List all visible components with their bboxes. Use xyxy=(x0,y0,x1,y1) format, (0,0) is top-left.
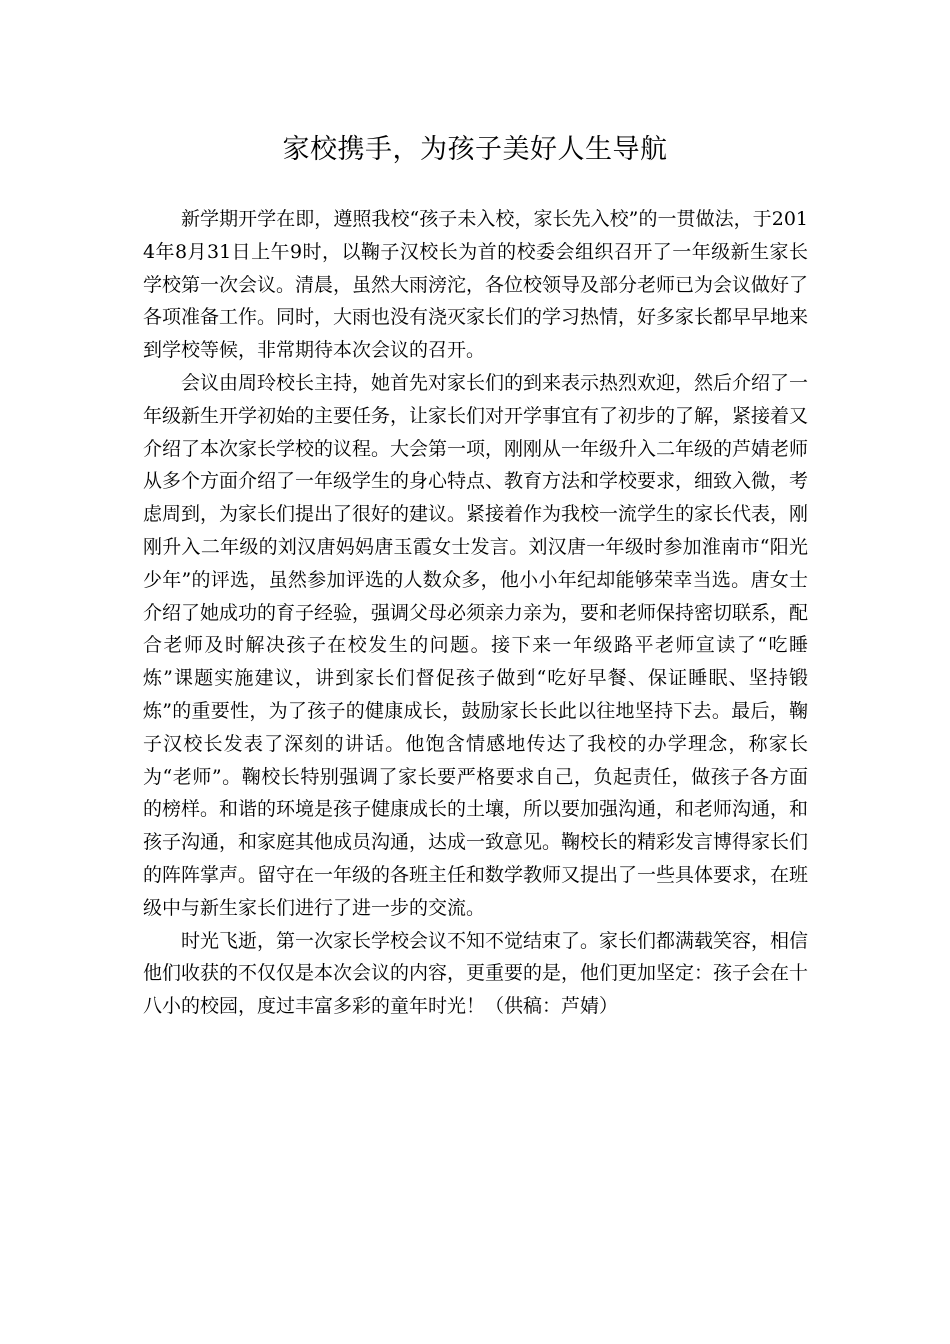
paragraph-1: 新学期开学在即，遵照我校“孩子未入校，家长先入校”的一贯做法，于2014年8月31日上午9时，以鞠子汉校长为首的校委会组织召开了一年级新生家长学校第一次会议。清晨，虽然大雨滂沱，各位校领导及部分老师已为会议做好了各项准备工作。同时，大雨也没有浇灭家长们的学习热情，好多家长都早早地来到学校等候，非常期待本次会议的召开。 xyxy=(143,208,809,362)
document-body xyxy=(143,203,808,1023)
document-title: 家校携手，为孩子美好人生导航 xyxy=(282,134,668,165)
paragraph-3: 时光飞逝，第一次家长学校会议不知不觉结束了。家长们都满载笑容，相信他们收获的不仅仅是本次会议的内容，更重要的是，他们更加坚定：孩子会在十八小的校园，度过丰富多彩的童年时光！（供稿：芦婧） xyxy=(143,929,809,1018)
paragraph-2: 会议由周玲校长主持，她首先对家长们的到来表示热烈欢迎，然后介绍了一年级新生开学初始的主要任务，让家长们对开学事宜有了初步的了解，紧接着又介绍了本次家长学校的议程。大会第一项，刚刚从一年级升入二年级的芦婧老师从多个方面介绍了一年级学生的身心特点、教育方法和学校要求，细致入微，考虑周到，为家长们提出了很好的建议。紧接着作为我校一流学生的家长代表，刚刚升入二年级的刘汉唐妈妈唐玉霞女士发言。刘汉唐一年级时参加淮南市“阳光少年”的评选，虽然参加评选的人数众多，他小小年纪却能够荣幸当选。唐女士介绍了她成功的育子经验，强调父母必须亲力亲为，要和老师保持密切联系，配合老师及时解决孩子在校发生的问题。接下来一年级路平老师宣读了“吃睡炼”课题实施建议，讲到家长们督促孩子做到“吃好早餐、保证睡眠、坚持锻炼”的重要性，为了孩子的健康成长，鼓励家长长此以往地坚持下去。最后，鞠子汉校长发表了深刻的讲话。他饱含情感地传达了我校的办学理念，称家长为“老师”。鞠校长特别强调了家长要严格要求自己，负起责任，做孩子各方面的榜样。和谐的环境是孩子健康成长的土壤，所以要加强沟通，和老师沟通，和孩子沟通，和家庭其他成员沟通，达成一致意见。鞠校长的精彩发言博得家长们的阵阵掌声。留守在一年级的各班主任和数学教师又提出了一些具体要求，在班级中与新生家长们进行了进一步的交流。 xyxy=(143,371,809,919)
